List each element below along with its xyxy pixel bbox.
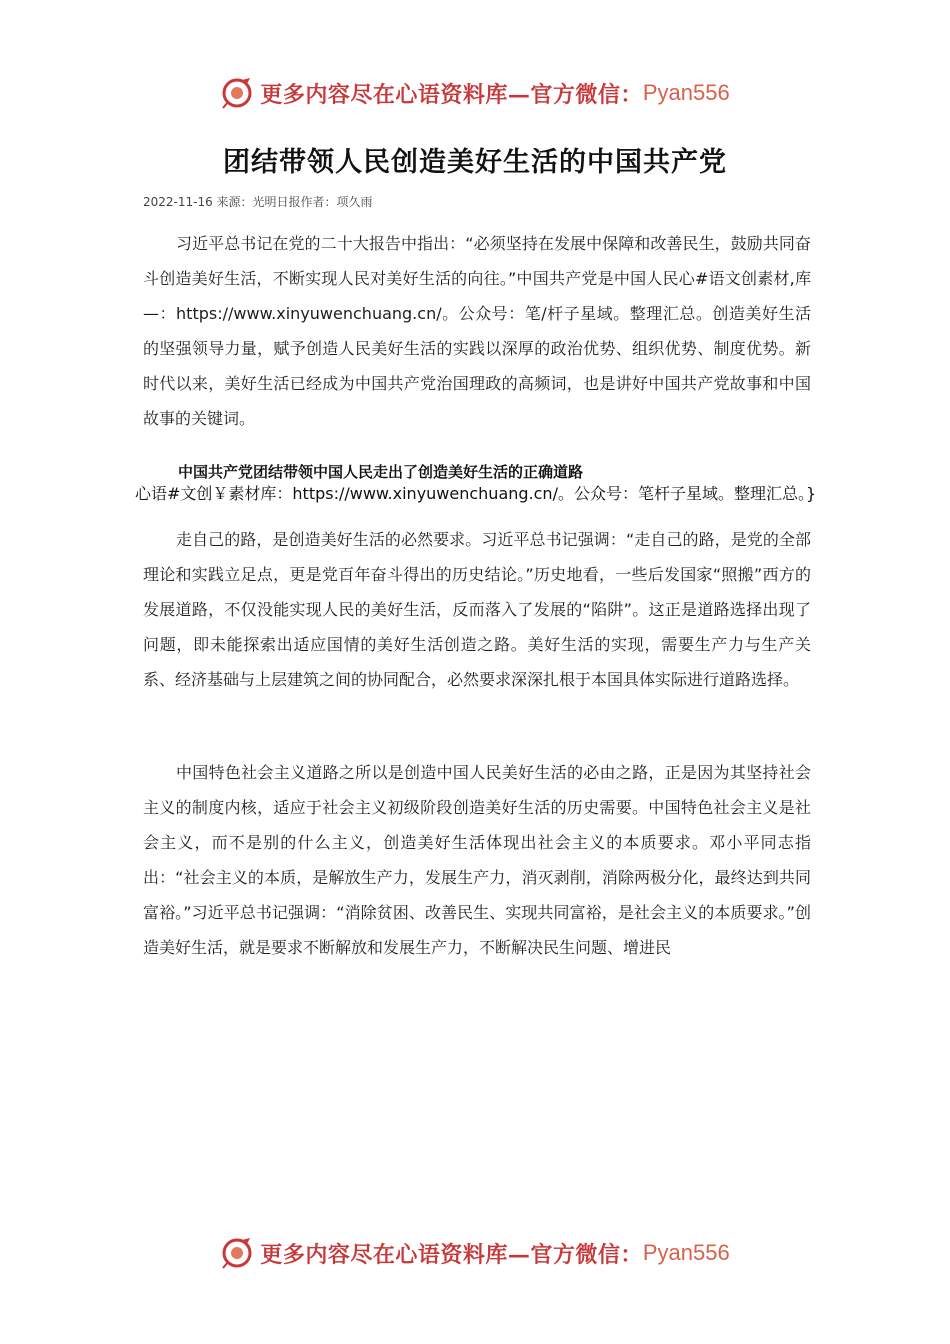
watermark-line: 心语#文创￥素材库：https://www.xinyuwenchuang.cn/。公众号：笔杆子星域。整理汇总。}: [135, 484, 817, 503]
footer-banner: [0, 1230, 950, 1276]
banner-text: 更多内容尽在心语资料库—官方微信：: [260, 81, 643, 108]
pen-logo-icon: [220, 76, 254, 110]
paragraph-2: 走自己的路，是创造美好生活的必然要求。习近平总书记强调：“走自己的路，是党的全部理论和实践立足点，更是党百年奋斗得出的历史结论。”历史地看，一些后发国家“照搬”西方的发展道路，不仅没能实现人民的美好生活，反而落入了发展的“陷阱”。这正是道路选择出现了问题，即未能探索出适应国情的美好生活创造之路。美好生活的实现，需要生产力与生产关系、经济基础与上层建筑之间的协同配合，必然要求深深扎根于本国具体实际进行道路选择。: [143, 530, 811, 689]
paragraph-1: 习近平总书记在党的二十大报告中指出：“必须坚持在发展中保障和改善民生，鼓励共同奋斗创造美好生活，不断实现人民对美好生活的向往。”中国共产党是中国人民心#语文创素材,库—：https://www.xinyuwenchuang.cn/。公众号：笔/杆子星域。整理汇总。创造美好生活的坚强领导力量，赋予创造人民美好生活的实践以深厚的政治优势、组织优势、制度优势。新时代以来，美好生活已经成为中国共产党治国理政的高频词，也是讲好中国共产党故事和中国故事的关键词。: [143, 234, 811, 428]
section-subheading: 中国共产党团结带领中国人民走出了创造美好生活的正确道路: [178, 463, 584, 481]
header-banner: [0, 70, 950, 116]
banner-text: 更多内容尽在心语资料库—官方微信：: [260, 1241, 643, 1268]
banner-wechat-id: Pyan556: [642, 80, 730, 105]
article-meta: 2022-11-16 来源：光明日报作者：项久雨: [143, 195, 373, 209]
banner-wechat-id: Pyan556: [642, 1240, 730, 1265]
paragraph-3: 中国特色社会主义道路之所以是创造中国人民美好生活的必由之路，正是因为其坚持社会主义的制度内核，适应于社会主义初级阶段创造美好生活的历史需要。中国特色社会主义是社会主义，而不是别的什么主义，创造美好生活体现出社会主义的本质要求。邓小平同志指出：“社会主义的本质，是解放生产力，发展生产力，消灭剥削，消除两极分化，最终达到共同富裕。”习近平总书记强调：“消除贫困、改善民生、实现共同富裕，是社会主义的本质要求。”创造美好生活，就是要求不断解放和发展生产力，不断解决民生问题、增进民: [143, 763, 811, 957]
page-title: 团结带领人民创造美好生活的中国共产党: [223, 147, 727, 178]
pen-logo-icon: [220, 1236, 254, 1270]
